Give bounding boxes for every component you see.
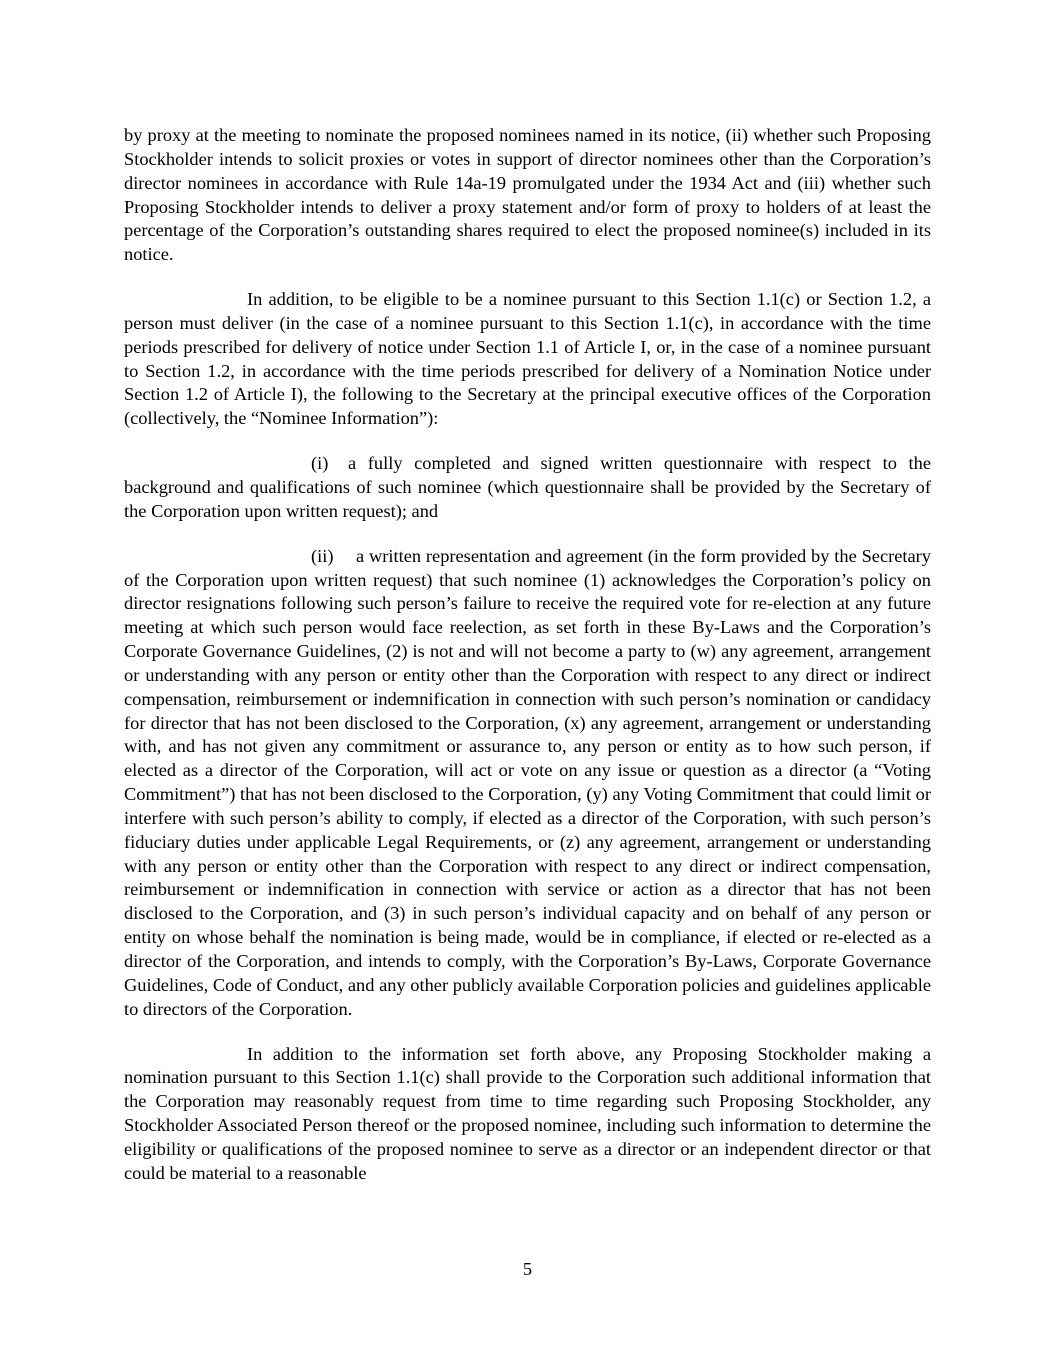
document-body: [124, 124, 931, 1207]
page-number: 5: [522, 1259, 533, 1279]
list-marker-ii: (ii): [311, 545, 334, 566]
paragraph-proxy-intent: by proxy at the meeting to nominate the proposed nominees named in its notice, (ii) whether such Proposing Stockholder intends to solicit proxies or votes in support of director nominees other than the Corporation’s director nominees in accordance with Rule 14a-19 promulgated under the 1934 Act and (iii) whether such Proposing Stockholder intends to deliver a proxy statement and/or form of proxy to holders of at least the percentage of the Corporation’s outstanding shares required to elect the proposed nominee(s) included in its notice.: [124, 125, 931, 265]
list-item-representation-agreement-text: a written representation and agreement (in the form provided by the Secretary of the Corporation upon written request) that such nominee (1) acknowledges the Corporation’s policy on director resignations following such person’s failure to receive the required vote for re-election at any future meeting at which such person would face reelection, as set forth in these By-Laws and the Corporation’s Corporate Governance Guidelines, (2) is not and will not become a party to (w) any agreement, arrangement or understanding with any person or entity other than the Corporation with respect to any direct or indirect compensation, reimbursement or indemnification in connection with such person’s nomination or candidacy for director that has not been disclosed to the Corporation, (x) any agreement, arrangement or understanding with, and has not given any commitment or assurance to, any person or entity as to how such person, if elected as a director of the Corporation, will act or vote on any issue or question as a director (a “Voting Commitment”) that has not been disclosed to the Corporation, (y) any Voting Commitment that could limit or interfere with such person’s ability to comply, if elected as a director of the Corporation, with such person’s fiduciary duties under applicable Legal Requirements, or (z) any agreement, arrangement or understanding with any person or entity other than the Corporation with respect to any direct or indirect compensation, reimbursement or indemnification in connection with service or action as a director that has not been disclosed to the Corporation, and (3) in such person’s individual capacity and on behalf of any person or entity on whose behalf the nomination is being made, would be in compliance, if elected or re-elected as a director of the Corporation, and intends to comply, with the Corporation’s By-Laws, Corporate Governance Guidelines, Code of Conduct, and any other publicly available Corporation policies and guidelines applicable to directors of the Corporation.: [124, 545, 931, 1019]
list-item-questionnaire-text: a fully completed and signed written questionnaire with respect to the background and qualifications of such nominee (which questionnaire shall be provided by the Secretary of the Corporation upon written request); and: [124, 453, 931, 521]
list-item-representation-agreement: [124, 545, 931, 1022]
paragraph-nominee-eligibility: In addition, to be eligible to be a nominee pursuant to this Section 1.1(c) or Section 1.2, a person must deliver (in the case of a nominee pursuant to this Section 1.1(c), in accordance with the time periods prescribed for delivery of notice under Section 1.1 of Article I, or, in the case of a nominee pursuant to Section 1.2, in accordance with the time periods prescribed for delivery of a Nomination Notice under Section 1.2 of Article I), the following to the Secretary at the principal executive offices of the Corporation (collectively, the “Nominee Information”):: [124, 289, 931, 429]
paragraph-additional-information: In addition to the information set forth above, any Proposing Stockholder making a nomination pursuant to this Section 1.1(c) shall provide to the Corporation such additional information that the Corporation may reasonably request from time to time regarding such Proposing Stockholder, any Stockholder Associated Person thereof or the proposed nominee, including such information to determine the eligibility or qualifications of the proposed nominee to serve as a director or an independent director or that could be material to a reasonable: [124, 1043, 931, 1183]
list-marker-i: (i): [311, 453, 329, 474]
list-item-questionnaire: [124, 452, 931, 524]
